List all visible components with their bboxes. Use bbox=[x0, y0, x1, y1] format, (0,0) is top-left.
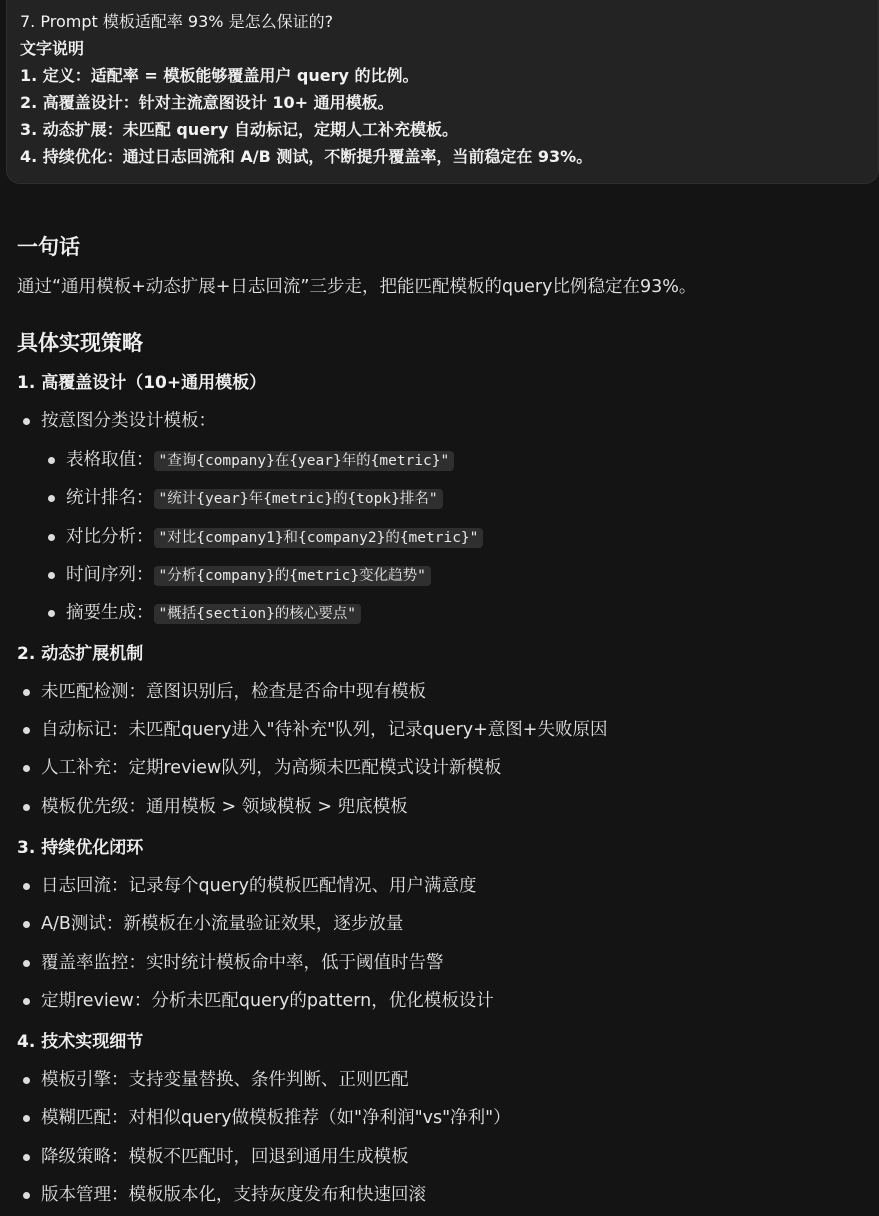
list-item bbox=[41, 988, 494, 1014]
summary-text: 通过“通用模板+动态扩展+日志回流”三步走，把能匹配模板的query比例稳定在93%。 bbox=[17, 277, 697, 297]
section-heading: 1. 高覆盖设计（10+通用模板） bbox=[17, 373, 267, 393]
list-item-text: 模糊匹配：对相似query做模板推荐（如"净利润"vs"净利"） bbox=[41, 1108, 511, 1128]
list-item-text: A/B测试：新模板在小流量验证效果，逐步放量 bbox=[41, 914, 404, 934]
bullet-icon bbox=[23, 883, 30, 890]
bullet-icon bbox=[23, 960, 30, 967]
bullet-icon bbox=[23, 727, 30, 734]
section-heading: 4. 技术实现细节 bbox=[17, 1032, 144, 1052]
bullet-icon bbox=[23, 1192, 30, 1199]
bullet-icon bbox=[23, 1115, 30, 1122]
list-item-text: 版本管理：模板版本化，支持灰度发布和快速回滚 bbox=[41, 1185, 426, 1205]
template-label: 统计排名： bbox=[66, 488, 154, 508]
bullet-icon bbox=[48, 457, 55, 464]
template-item bbox=[66, 600, 361, 627]
list-item bbox=[41, 1182, 426, 1208]
list-item bbox=[41, 1067, 409, 1093]
list-item-text: 自动标记：未匹配query进入"待补充"队列，记录query+意图+失败原因 bbox=[41, 720, 608, 740]
bullet-icon bbox=[23, 765, 30, 772]
template-item bbox=[66, 524, 483, 551]
list-item-text: 降级策略：模板不匹配时，回退到通用生成模板 bbox=[41, 1147, 409, 1167]
question-subtitle: 文字说明 bbox=[20, 39, 85, 58]
bullet-icon bbox=[23, 921, 30, 928]
template-item bbox=[66, 485, 443, 512]
list-item bbox=[41, 794, 408, 820]
list-item bbox=[41, 755, 501, 781]
list-item bbox=[41, 1144, 409, 1170]
bullet-icon bbox=[48, 610, 55, 617]
list-item-text: 覆盖率监控：实时统计模板命中率，低于阈值时告警 bbox=[41, 953, 444, 973]
template-code: "概括{section}的核心要点" bbox=[154, 604, 362, 624]
list-item bbox=[41, 873, 477, 899]
template-code: "对比{company1}和{company2}的{metric}" bbox=[154, 528, 484, 548]
template-item bbox=[66, 562, 431, 589]
bullet-icon bbox=[48, 495, 55, 502]
bullet-icon bbox=[23, 1077, 30, 1084]
template-label: 表格取值： bbox=[66, 450, 154, 470]
list-item bbox=[41, 717, 607, 743]
strategy-heading: 具体实现策略 bbox=[17, 331, 143, 355]
list-item bbox=[41, 950, 444, 976]
list-item-text: 模板引擎：支持变量替换、条件判断、正则匹配 bbox=[41, 1070, 409, 1090]
list-item-text: 日志回流：记录每个query的模板匹配情况、用户满意度 bbox=[41, 876, 477, 896]
template-label: 时间序列： bbox=[66, 565, 154, 585]
template-item bbox=[66, 447, 454, 474]
bullet-icon bbox=[23, 804, 30, 811]
list-item bbox=[41, 679, 426, 705]
list-item bbox=[41, 408, 216, 434]
question-line: 3. 动态扩展：未匹配 query 自动标记，定期人工补充模板。 bbox=[20, 120, 458, 139]
list-item-text: 模板优先级：通用模板 > 领域模板 > 兜底模板 bbox=[41, 797, 408, 817]
list-item-text: 定期review：分析未匹配query的pattern，优化模板设计 bbox=[41, 991, 494, 1011]
template-code: "分析{company}的{metric}变化趋势" bbox=[154, 566, 431, 586]
summary-heading: 一句话 bbox=[17, 235, 80, 259]
section-heading: 2. 动态扩展机制 bbox=[17, 644, 144, 664]
bullet-icon bbox=[23, 1154, 30, 1161]
question-line: 1. 定义：适配率 = 模板能够覆盖用户 query 的比例。 bbox=[20, 66, 419, 85]
bullet-icon bbox=[23, 418, 30, 425]
template-label: 对比分析： bbox=[66, 527, 154, 547]
bullet-icon bbox=[23, 689, 30, 696]
list-item bbox=[41, 1105, 511, 1131]
list-item-text: 按意图分类设计模板： bbox=[41, 411, 216, 431]
question-line: 2. 高覆盖设计：针对主流意图设计 10+ 通用模板。 bbox=[20, 93, 394, 112]
section-heading: 3. 持续优化闭环 bbox=[17, 838, 144, 858]
list-item-text: 未匹配检测：意图识别后，检查是否命中现有模板 bbox=[41, 682, 426, 702]
bullet-icon bbox=[48, 572, 55, 579]
question-title: 7. Prompt 模板适配率 93% 是怎么保证的? bbox=[20, 12, 334, 31]
template-label: 摘要生成： bbox=[66, 603, 154, 623]
list-item bbox=[41, 911, 403, 937]
bullet-icon bbox=[23, 998, 30, 1005]
bullet-icon bbox=[48, 534, 55, 541]
template-code: "查询{company}在{year}年的{metric}" bbox=[154, 451, 455, 471]
list-item-text: 人工补充：定期review队列，为高频未匹配模式设计新模板 bbox=[41, 758, 502, 778]
template-code: "统计{year}年{metric}的{topk}排名" bbox=[154, 489, 443, 509]
question-line: 4. 持续优化：通过日志回流和 A/B 测试，不断提升覆盖率，当前稳定在 93%。 bbox=[20, 147, 593, 166]
